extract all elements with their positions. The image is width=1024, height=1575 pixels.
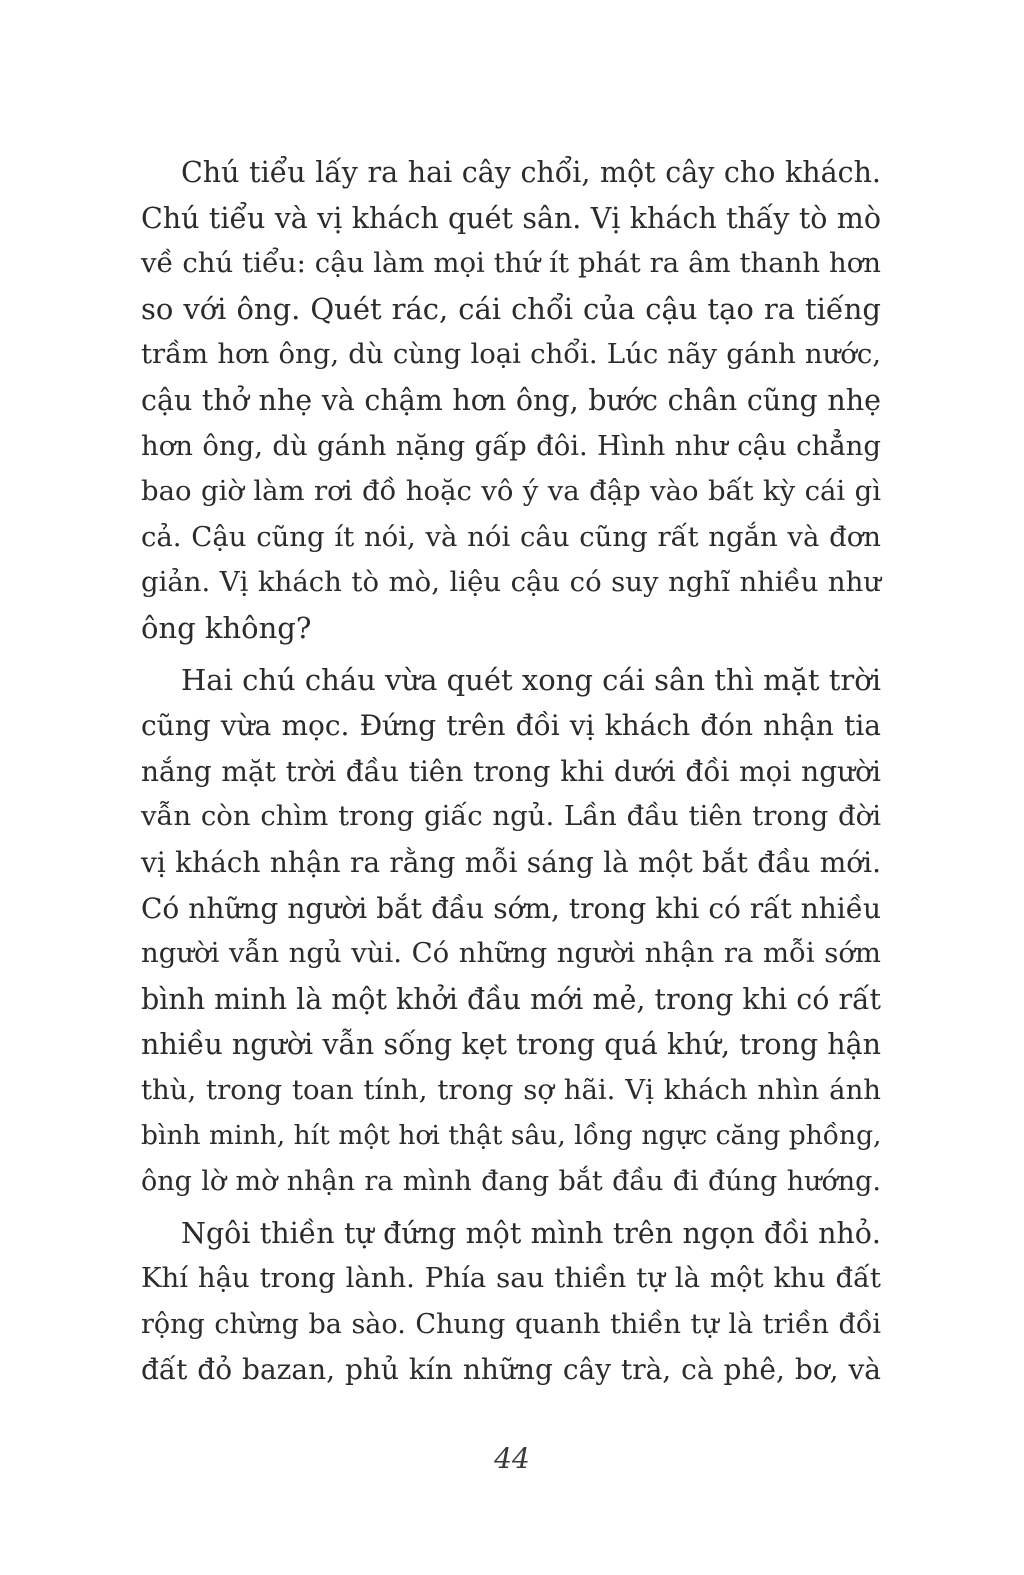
- body-text: [141, 150, 881, 1393]
- text-line: Có những người bắt đầu sớm, trong khi có rất nhiều: [141, 891, 881, 925]
- text-line: ông không?: [141, 610, 312, 645]
- text-line: nắng mặt trời đầu tiên trong khi dưới đồi mọi người: [141, 754, 881, 788]
- paragraph-2: [141, 658, 881, 1205]
- text-line: thù, trong toan tính, trong sợ hãi. Vị khách nhìn ánh: [141, 1073, 881, 1106]
- text-line: vị khách nhận ra rằng mỗi sáng là một bắt đầu mới.: [141, 845, 881, 879]
- text-line: Khí hậu trong lành. Phía sau thiền tự là một khu đất: [141, 1262, 881, 1295]
- text-line: nhiều người vẫn sống kẹt trong quá khứ, trong hận: [141, 1028, 881, 1062]
- text-line: trầm hơn ông, dù cùng loại chổi. Lúc nãy gánh nước,: [141, 338, 881, 371]
- text-line: giản. Vị khách tò mò, liệu cậu có suy nghĩ nhiều như: [141, 566, 881, 599]
- text-line: người vẫn ngủ vùi. Có những người nhận ra mỗi sớm: [141, 937, 881, 970]
- text-line: hơn ông, dù gánh nặng gấp đôi. Hình như cậu chẳng: [141, 429, 881, 462]
- text-line: Ngôi thiền tự đứng một mình trên ngọn đồi nhỏ.: [181, 1216, 881, 1250]
- paragraph-3: [141, 1211, 881, 1393]
- text-line: rộng chừng ba sào. Chung quanh thiền tự là triền đồi: [141, 1308, 881, 1340]
- text-line: Chú tiểu và vị khách quét sân. Vị khách thấy tò mò: [141, 201, 881, 235]
- paragraph-1: [141, 150, 881, 652]
- text-line: Hai chú cháu vừa quét xong cái sân thì mặt trời: [181, 662, 881, 697]
- text-line: so với ông. Quét rác, cái chổi của cậu tạo ra tiếng: [141, 291, 881, 326]
- text-line: bao giờ làm rơi đồ hoặc vô ý va đập vào bất kỳ cái gì: [141, 475, 881, 508]
- text-line: cậu thở nhẹ và chậm hơn ông, bước chân cũng nhẹ: [141, 383, 881, 417]
- text-line: về chú tiểu: cậu làm mọi thứ ít phát ra âm thanh hơn: [141, 247, 881, 280]
- text-line: cả. Cậu cũng ít nói, và nói câu cũng rất ngắn và đơn: [141, 520, 881, 553]
- text-line: ông lờ mờ nhận ra mình đang bắt đầu đi đúng hướng.: [141, 1166, 881, 1198]
- text-line: đất đỏ bazan, phủ kín những cây trà, cà phê, bơ, và: [141, 1353, 881, 1387]
- text-line: vẫn còn chìm trong giấc ngủ. Lần đầu tiên trong đời: [141, 800, 881, 833]
- text-line: bình minh, hít một hơi thật sâu, lồng ngực căng phồng,: [141, 1120, 882, 1152]
- text-line: Chú tiểu lấy ra hai cây chổi, một cây cho khách.: [181, 156, 881, 189]
- page-number: 44: [494, 1442, 530, 1475]
- text-line: cũng vừa mọc. Đứng trên đồi vị khách đón nhận tia: [141, 709, 881, 743]
- text-line: bình minh là một khởi đầu mới mẻ, trong khi có rất: [141, 982, 881, 1016]
